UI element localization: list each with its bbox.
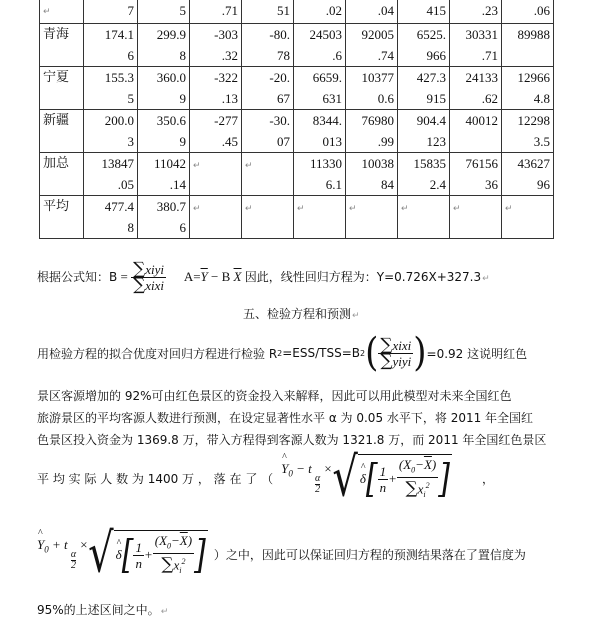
plus-sign: + — [143, 547, 153, 563]
y0-sub: 0 — [44, 544, 49, 555]
table-cell: 10377 0.6 — [346, 67, 398, 110]
row-label-cell — [40, 0, 84, 24]
y-hat: ^ Y — [281, 461, 288, 477]
delta-hat: ^ δ — [360, 471, 366, 487]
return-mark: ↵ — [160, 607, 169, 617]
table-row — [40, 110, 554, 153]
table-cell: .06 — [502, 0, 554, 24]
plus-sign: + — [51, 537, 61, 552]
table-cell: 13847 .05 — [84, 153, 138, 196]
table-cell: 10038 84 — [346, 153, 398, 196]
table-cell: 43627 96 — [502, 153, 554, 196]
table-cell: 380.7 6 — [138, 196, 190, 239]
paragraph-line-7 — [37, 601, 168, 618]
cell-end-mark: ↵ — [401, 203, 409, 213]
interval-lower-bound — [281, 461, 332, 495]
table-row — [40, 24, 554, 67]
table-cell: 11330 6.1 — [294, 153, 346, 196]
minus-b: − B — [207, 269, 234, 284]
table-cell: .04 — [346, 0, 398, 24]
y0-sub: 0 — [288, 468, 293, 479]
cell-end-mark: ↵ — [245, 203, 253, 213]
xi: x — [173, 557, 180, 573]
table-cell: 30331 .71 — [450, 24, 502, 67]
b-denominator: xixi — [145, 278, 164, 293]
table-row — [40, 196, 554, 239]
table-row — [40, 153, 554, 196]
xi-sub: i — [423, 490, 426, 500]
minus-sign: − — [296, 461, 305, 476]
xi-sup: 2 — [425, 481, 430, 491]
t-stat: t — [308, 461, 312, 476]
table-cell — [190, 153, 242, 196]
times-sign: × — [323, 461, 333, 476]
row-label-cell: 平均 — [40, 196, 84, 239]
table-cell: 51 — [242, 0, 294, 24]
formula-line: 根据公式知：B = $\frac{\text{∑xiyi}}{\text{∑xixi}}$ $A=\overline{Y} - B$ $\overline{X}$ 因此，线性回归方程为：Y=0.726X+327.3↵ — [37, 259, 490, 295]
x-bar: $\overline{X}$ — [233, 269, 242, 284]
cell-end-mark: ↵ — [505, 203, 513, 213]
table-cell: -20. 67 — [242, 67, 294, 110]
table-cell — [346, 196, 398, 239]
row-label-cell: 加总 — [40, 153, 84, 196]
one: 1 — [135, 539, 142, 555]
table-cell: 24133 .62 — [450, 67, 502, 110]
table-cell: 76156 36 — [450, 153, 502, 196]
table-cell: -80. 78 — [242, 24, 294, 67]
sqrt-upper: √ ^ δ [ $\frac{1}{n}$ + $\frac{(X_0-\overline{X})}{\sum x_i^2}$ ] — [88, 530, 208, 579]
table-cell: 5 — [138, 0, 190, 24]
xbar: $\overline{X}$ — [423, 456, 432, 472]
row-label-cell: 宁夏 — [40, 67, 84, 110]
table-cell: .71 — [190, 0, 242, 24]
interval-upper-bound — [37, 537, 88, 571]
table-cell: 415 — [398, 0, 450, 24]
cell-end-mark: ↵ — [245, 160, 253, 170]
p1-tail: =0.92 这说明红色 — [426, 346, 528, 361]
delta-hat: ^ δ — [116, 547, 122, 563]
x0-sub: 0 — [167, 541, 172, 551]
paragraph-interval-upper — [37, 524, 526, 584]
p5-tail: ， — [481, 471, 494, 486]
alpha-sub: α — [315, 473, 321, 484]
n: n — [135, 555, 142, 571]
table-row — [40, 67, 554, 110]
table-cell: 12966 4.8 — [502, 67, 554, 110]
table-cell: 477.4 8 — [84, 196, 138, 239]
table-cell: .23 — [450, 0, 502, 24]
table-cell: 6525. 966 — [398, 24, 450, 67]
table-cell: 7 — [84, 0, 138, 24]
cell-end-mark: ↵ — [193, 160, 201, 170]
b-numerator: xiyi — [145, 262, 164, 277]
x0: X — [403, 456, 412, 472]
table-cell — [242, 153, 294, 196]
cell-end-mark: ↵ — [349, 203, 357, 213]
data-table — [39, 0, 554, 239]
table-cell: .02 — [294, 0, 346, 24]
table-cell: 8344. 013 — [294, 110, 346, 153]
plus-sign: + — [388, 471, 397, 487]
p1-mid-sup: 2 — [360, 348, 366, 358]
p5-text: 平 均 实 际 人 数 为 1400 万 ， 落 在 了 （ — [37, 471, 274, 486]
p4-text: 色景区投入资金为 1369.8 万，带入方程得到客源人数为 1321.8 万，而 2011 年全国红色景区 — [37, 433, 547, 447]
table-cell — [450, 196, 502, 239]
table-cell: 350.6 9 — [138, 110, 190, 153]
cell-end-mark: ↵ — [453, 203, 461, 213]
n: n — [379, 479, 387, 495]
xbar: $\overline{X}$ — [179, 532, 188, 548]
table-cell — [502, 196, 554, 239]
cell-end-mark: ↵ — [43, 7, 51, 17]
row-label-cell: 新疆 — [40, 110, 84, 153]
two-sub: 2 — [71, 560, 77, 571]
paragraph-interval-lower — [37, 446, 494, 510]
section-heading-text: 五、检验方程和预测 — [243, 307, 352, 321]
table-cell: 15835 2.4 — [398, 153, 450, 196]
cell-end-mark: ↵ — [193, 203, 201, 213]
table-cell: 299.9 8 — [138, 24, 190, 67]
paragraph-line-4 — [37, 431, 546, 448]
table-cell: 904.4 123 — [398, 110, 450, 153]
xi: x — [417, 481, 424, 497]
table-cell: 427.3 915 — [398, 67, 450, 110]
b-fraction: $\frac{\text{∑xiyi}}{\text{∑xixi}}$ — [133, 259, 164, 295]
paragraph-line-3 — [37, 409, 533, 426]
table-cell — [190, 196, 242, 239]
table-cell: -322 .13 — [190, 67, 242, 110]
p1-mid: =ESS/TSS=B — [282, 346, 361, 360]
sqrt-lower: √ ^ δ [ $\frac{1}{n}$ + $\frac{(X_0-\overline{X})}{\sum x_i^2}$ ] — [332, 454, 452, 503]
two-sub: 2 — [315, 484, 321, 495]
regression-equation: 因此，线性回归方程为：Y=0.726X+327.3 — [244, 270, 482, 284]
p1-sup: 2 — [277, 348, 283, 358]
paragraph-line-2 — [37, 387, 512, 404]
table-cell: -30. 07 — [242, 110, 294, 153]
table-cell: 174.1 6 — [84, 24, 138, 67]
xi-sub: i — [179, 566, 182, 576]
table-row — [40, 0, 554, 24]
table-cell: 76980 .99 — [346, 110, 398, 153]
table-cell — [242, 196, 294, 239]
table-cell: 12298 3.5 — [502, 110, 554, 153]
table-cell: -303 .32 — [190, 24, 242, 67]
table-cell: 360.0 9 — [138, 67, 190, 110]
return-mark: ↵ — [482, 274, 490, 284]
table-cell: 6659. 631 — [294, 67, 346, 110]
sigma: ∑ — [161, 554, 174, 575]
p3-text: 旅游景区的平均客源人数进行预测，在设定显著性水平 α 为 0.05 水平下，将 2011 年全国红 — [37, 411, 534, 425]
section-heading — [243, 305, 360, 322]
alpha-sub: α — [70, 549, 77, 560]
table-cell: -277 .45 — [190, 110, 242, 153]
r2-denominator: yiyi — [392, 353, 412, 369]
xi-sup: 2 — [181, 557, 186, 567]
table-cell: 155.3 5 — [84, 67, 138, 110]
sigma: ∑ — [405, 478, 418, 499]
p2-text: 景区客源增加的 92%可由红色景区的资金投入来解释，因此可以用此模型对未来全国红色 — [37, 389, 512, 403]
a-formula — [184, 269, 245, 284]
paragraph-goodness-of-fit: 用检验方程的拟合优度对回归方程进行检验 R 2 =ESS/TSS=B 2 ( $\frac{\text{∑xixi}}{\text{∑yiyi}}$ ) =0.92 这说明红色 — [37, 330, 528, 376]
p7-text: 95%的上述区间之中。 — [37, 603, 160, 617]
table-cell — [294, 196, 346, 239]
table-cell: 24503 .6 — [294, 24, 346, 67]
formula-lead: 根据公式知：B — [37, 270, 118, 284]
table-cell — [398, 196, 450, 239]
a-label: A= — [183, 269, 201, 284]
table-cell: 40012 — [450, 110, 502, 153]
table-cell: 92005 .74 — [346, 24, 398, 67]
table-cell: 200.0 3 — [84, 110, 138, 153]
table-cell: 89988 — [502, 24, 554, 67]
p1-lead: 用检验方程的拟合优度对回归方程进行检验 R — [37, 346, 278, 361]
one: 1 — [379, 463, 387, 479]
table-cell: 11042 .14 — [138, 153, 190, 196]
row-label-cell: 青海 — [40, 24, 84, 67]
r2-fraction: $\frac{\text{∑xixi}}{\text{∑yiyi}}$ — [380, 334, 412, 371]
cell-end-mark: ↵ — [297, 203, 305, 213]
return-mark: ↵ — [352, 311, 360, 321]
r2-numerator: xixi — [392, 337, 412, 353]
x0: X — [159, 532, 168, 548]
times-sign: × — [79, 537, 89, 552]
y-hat: ^ Y — [37, 537, 44, 553]
t-stat: t — [64, 537, 68, 552]
x0-sub: 0 — [411, 465, 416, 475]
p6-tail: ）之中，因此可以保证回归方程的预测结果落在了置信度为 — [213, 547, 526, 562]
y-bar: $\overline{Y}$ — [200, 269, 208, 284]
